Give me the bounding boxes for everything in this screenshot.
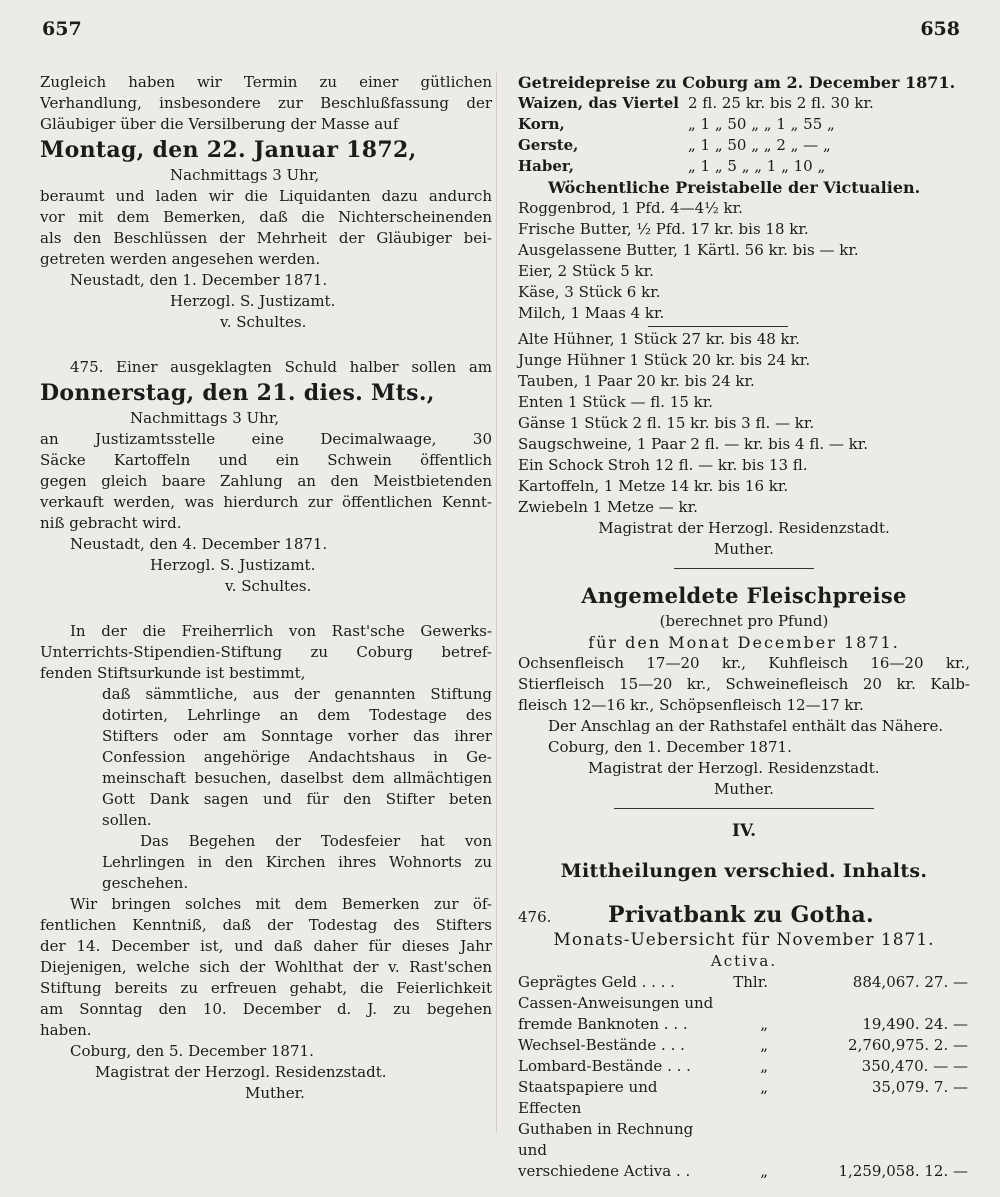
place-date: Coburg, den 1. December 1871. [548,738,792,756]
asset-row [518,1035,970,1056]
meat-prices-month: für den Monat December 1871. [588,633,900,652]
asset-label: Staatspapiere und Effecten [518,1078,658,1117]
asset-unit [718,1119,768,1161]
notice-line: Unterrichts-Stipendien-Stiftung zu Coburg betref- [40,643,492,661]
place-date: Neustadt, den 1. December 1871. [70,271,328,289]
asset-row [518,1014,970,1035]
place-date: Neustadt, den 4. December 1871. [70,535,328,553]
notice-line: daß sämmtliche, aus der genannten Stiftung [102,685,492,703]
asset-unit [718,993,768,1014]
signature: Muther. [714,780,774,798]
notice-line: fenden Stiftsurkunde ist bestimmt, [40,664,306,682]
authority: Magistrat der Herzogl. Residenzstadt. [95,1063,387,1081]
victual-item: Käse, 3 Stück 6 kr. [518,283,661,301]
meat-prices-heading: Angemeldete Fleischpreise [581,583,907,608]
notice-line: beraumt und laden wir die Liquidanten dazu andurch [40,187,492,205]
notice-line: niß gebracht wird. [40,514,182,532]
victual-item: Enten 1 Stück — fl. 15 kr. [518,393,714,411]
section-title: Mittheilungen verschied. Inhalts. [560,860,928,882]
auction-date: Donnerstag, den 21. dies. Mts., [40,380,435,406]
meat-line: Stierfleisch 15—20 kr., Schweinefleisch 20 kr. Kalb- [518,675,970,693]
divider [648,326,788,327]
asset-unit: „ [760,1162,768,1180]
notice-line: Stiftung bereits zu erfreuen gehabt, die Feierlichkeit [40,979,492,997]
notice-line: haben. [40,1021,92,1039]
signature: Muther. [245,1084,305,1102]
asset-row [518,993,970,1014]
victual-item: Junge Hühner 1 Stück 20 kr. bis 24 kr. [518,351,811,369]
asset-unit: „ [760,1057,768,1075]
notice-line: an Justizamtsstelle eine Decimalwaage, 30 [40,430,492,448]
page-number-right: 658 [920,18,960,40]
asset-row [518,1077,970,1119]
asset-label: Geprägtes Geld . . . . [518,973,675,991]
notice-line: Wir bringen solches mit dem Bemerken zur öf- [70,895,492,913]
notice-number: 476. [518,908,552,926]
meat-line: Ochsenfleisch 17—20 kr., Kuhfleisch 16—20 kr., [518,654,970,672]
activa-heading: Activa. [710,952,778,970]
meat-prices-subtitle: (berechnet pro Pfund) [659,612,829,630]
asset-value [768,993,970,1014]
notice-line: als den Beschlüssen der Mehrheit der Gläubiger bei- [40,229,492,247]
place-date: Coburg, den 5. December 1871. [70,1042,314,1060]
victual-item: Roggenbrod, 1 Pfd. 4—4½ kr. [518,199,743,217]
bank-subtitle: Monats-Uebersicht für November 1871. [553,930,935,950]
divider [674,568,814,569]
victual-item: Tauben, 1 Paar 20 kr. bis 24 kr. [518,372,755,390]
asset-value: 19,490. 24. — [862,1015,968,1033]
notice-line: dotirten, Lehrlinge an dem Todestage des [102,706,492,724]
asset-value: 350,470. — — [861,1057,968,1075]
signature: v. Schultes. [220,313,307,331]
asset-label: fremde Banknoten . . . [518,1015,688,1033]
meat-line: Der Anschlag an der Rathstafel enthält das Nähere. [548,717,944,735]
auction-time: Nachmittags 3 Uhr, [130,409,280,427]
notice-line: 475. Einer ausgeklagten Schuld halber sollen am [70,358,492,376]
grain-price: „ 1 „ 50 „ „ 2 „ — „ [688,136,831,154]
asset-unit: „ [760,1036,768,1054]
notice-line: Stifters oder am Sonntage vorher das ihrer [102,727,492,745]
notice-line: sollen. [102,811,152,829]
victual-item: Ausgelassene Butter, 1 Kärtl. 56 kr. bis — kr. [518,241,859,259]
notice-line: geschehen. [102,874,189,892]
column-divider [496,72,497,1132]
asset-value: 2,760,975. 2. — [848,1036,968,1054]
notice-line: Säcke Kartoffeln und ein Schwein öffentlich [40,451,492,469]
grain-price: „ 1 „ 5 „ „ 1 „ 10 „ [688,157,826,175]
victual-item: Frische Butter, ½ Pfd. 17 kr. bis 18 kr. [518,220,809,238]
grain-row [518,156,970,177]
grain-row [518,135,970,156]
grain-price: 2 fl. 25 kr. bis 2 fl. 30 kr. [688,94,874,112]
notice-line: gegen gleich baare Zahlung an den Meistbietenden [40,472,492,490]
asset-value: 1,259,058. 12. — [838,1162,968,1180]
grain-price-table [518,93,970,177]
authority: Herzogl. S. Justizamt. [170,292,336,310]
notice-line: Gott Dank sagen und für den Stifter beten [102,790,492,808]
right-column [518,72,970,1182]
notice-line: In der die Freiherrlich von Rast'sche Gewerks- [70,622,492,640]
asset-row [518,1161,970,1182]
asset-label: Lombard-Bestände . . . [518,1057,691,1075]
victual-item: Milch, 1 Maas 4 kr. [518,304,665,322]
asset-label: verschiedene Activa . . [518,1162,691,1180]
notice-line: verkauft werden, was hierdurch zur öffentlichen Kennt- [40,493,492,511]
section-number: IV. [731,821,757,841]
page-number-left: 657 [42,18,82,40]
notice-line: am Sonntag den 10. December d. J. zu begehen [40,1000,492,1018]
notice-line: Das Begehen der Todesfeier hat von [140,832,492,850]
notice-line: getreten werden angesehen werden. [40,250,321,268]
bank-title: Privatbank zu Gotha. [608,902,874,928]
asset-label: Wechsel-Bestände . . . [518,1036,685,1054]
notice-line: fentlichen Kenntniß, daß der Todestag des Stifters [40,916,492,934]
grain-prices-heading: Getreidepreise zu Coburg am 2. December 1871. [518,73,956,92]
asset-unit: „ [760,1015,768,1033]
notice-line: Zugleich haben wir Termin zu einer gütlichen [40,73,492,91]
victual-item: Saugschweine, 1 Paar 2 fl. — kr. bis 4 fl. — kr. [518,435,869,453]
meeting-date: Montag, den 22. Januar 1872, [40,137,417,163]
grain-name: Korn, [518,115,565,133]
asset-row [518,1119,970,1161]
signature: v. Schultes. [225,577,312,595]
victual-item: Gänse 1 Stück 2 fl. 15 kr. bis 3 fl. — kr. [518,414,815,432]
divider [614,808,874,809]
meeting-time: Nachmittags 3 Uhr, [170,166,320,184]
notice-line: Verhandlung, insbesondere zur Beschlußfassung der [40,94,492,112]
notice-line: Diejenigen, welche sich der Wohlthat der v. Rast'schen [40,958,492,976]
asset-unit: Thlr. [733,973,768,991]
notice-line: Lehrlingen in den Kirchen ihres Wohnorts zu [102,853,492,871]
signature: Muther. [714,540,774,558]
grain-name: Gerste, [518,136,579,154]
asset-value: 35,079. 7. — [871,1078,968,1096]
meat-line: fleisch 12—16 kr., Schöpsenfleisch 12—17 kr. [518,696,864,714]
grain-price: „ 1 „ 50 „ „ 1 „ 55 „ [688,115,835,133]
asset-row [518,1056,970,1077]
authority: Magistrat der Herzogl. Residenzstadt. [598,519,890,537]
activa-table [518,972,970,1182]
notice-line: vor mit dem Bemerken, daß die Nichterscheinenden [40,208,492,226]
authority: Magistrat der Herzogl. Residenzstadt. [588,759,880,777]
asset-label: Guthaben in Rechnung und [518,1120,694,1159]
notice-line: Confession angehörige Andachtshaus in Ge- [102,748,492,766]
asset-value: 884,067. 27. — [852,973,968,991]
asset-label: Cassen-Anweisungen und [518,994,714,1012]
victual-prices-heading: Wöchentliche Preistabelle der Victualien. [548,178,921,197]
grain-row [518,114,970,135]
notice-line: Gläubiger über die Versilberung der Masse auf [40,115,399,133]
authority: Herzogl. S. Justizamt. [150,556,316,574]
victual-item: Zwiebeln 1 Metze — kr. [518,498,698,516]
victual-item: Alte Hühner, 1 Stück 27 kr. bis 48 kr. [518,330,800,348]
victual-item: Kartoffeln, 1 Metze 14 kr. bis 16 kr. [518,477,789,495]
left-column [40,72,492,1104]
notice-line: meinschaft besuchen, daselbst dem allmächtigen [102,769,492,787]
notice-line: der 14. December ist, und daß daher für dieses Jahr [40,937,492,955]
victual-item: Eier, 2 Stück 5 kr. [518,262,654,280]
asset-unit: „ [760,1078,768,1096]
grain-name: Waizen, das Viertel [518,94,679,112]
asset-value [768,1119,970,1161]
victual-item: Ein Schock Stroh 12 fl. — kr. bis 13 fl. [518,456,808,474]
asset-row [518,972,970,993]
grain-name: Haber, [518,157,574,175]
grain-row [518,93,970,114]
bank-title-row [518,900,970,930]
